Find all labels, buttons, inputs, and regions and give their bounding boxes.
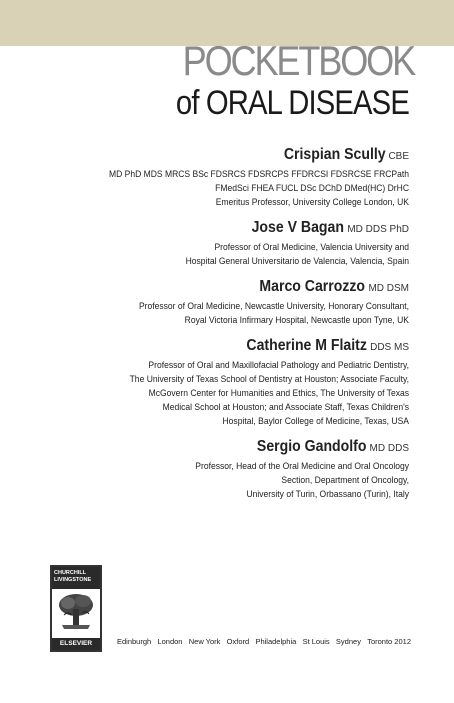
tree-icon: [56, 591, 96, 631]
author-name: Jose V Bagan: [251, 219, 345, 236]
author-name: Catherine M Flaitz: [246, 337, 368, 354]
author-affiliation: Hospital, Baylor College of Medicine, Texas, USA: [222, 416, 409, 426]
author-name: Marco Carrozzo: [259, 278, 366, 295]
author-credentials: FMedSci FHEA FUCL DSc DChD DMed(HC) DrHC: [215, 183, 409, 193]
author-block: [29, 145, 409, 209]
author-degrees: MD DSM: [368, 283, 409, 294]
authors-list: [29, 145, 409, 501]
logo-imprint-text: CHURCHILL LIVINGSTONE: [52, 567, 100, 589]
city-label: Oxford: [226, 637, 250, 646]
author-block: [29, 218, 409, 268]
author-affiliation: Section, Department of Oncology,: [281, 475, 409, 485]
author-affiliation: Hospital General Universitario de Valencia, Valencia, Spain: [185, 256, 409, 266]
author-affiliation: University of Turin, Orbassano (Turin), Italy: [246, 489, 409, 499]
author-affiliation: Professor of Oral Medicine, Valencia University and: [214, 242, 409, 252]
city-label: St Louis: [302, 637, 330, 646]
author-name: Crispian Scully: [283, 146, 386, 163]
author-affiliation: Medical School at Houston; and Associate Staff, Texas Children's: [162, 402, 409, 412]
logo-publisher-text: ELSEVIER: [52, 638, 100, 650]
publisher-cities: [117, 637, 411, 646]
author-name: Sergio Gandolfo: [257, 438, 367, 455]
city-label: Philadelphia: [255, 637, 297, 646]
author-block: [29, 277, 409, 327]
author-degrees: DDS MS: [370, 342, 409, 353]
city-label: Sydney: [335, 637, 361, 646]
book-title-sub: of ORAL DISEASE: [175, 84, 409, 122]
author-degrees: CBE: [388, 151, 409, 162]
book-title-main: POCKETBOOK: [182, 37, 414, 84]
author-degrees: MD DDS: [369, 443, 409, 454]
author-affiliation: The University of Texas School of Dentistry at Houston; Associate Faculty,: [129, 374, 409, 384]
author-affiliation: Professor of Oral Medicine, Newcastle University, Honorary Consultant,: [138, 301, 409, 311]
author-affiliation: Professor of Oral and Maxillofacial Pathology and Pediatric Dentistry,: [148, 360, 409, 370]
publication-year: Toronto 2012: [367, 637, 411, 646]
city-label: Edinburgh: [117, 637, 152, 646]
city-label: New York: [188, 637, 221, 646]
author-degrees: MD DDS PhD: [347, 224, 409, 235]
publisher-logo: [50, 565, 102, 652]
author-block: [29, 336, 409, 428]
author-affiliation: Emeritus Professor, University College London, UK: [215, 197, 409, 207]
author-block: [29, 437, 409, 501]
author-affiliation: Professor, Head of the Oral Medicine and Oral Oncology: [195, 461, 409, 471]
author-affiliation: McGovern Center for Humanities and Ethics, The University of Texas: [148, 388, 409, 398]
author-affiliation: Royal Victoria Infirmary Hospital, Newcastle upon Tyne, UK: [184, 315, 409, 325]
author-credentials: MD PhD MDS MRCS BSc FDSRCS FDSRCPS FFDRCSI FDSRCSE FRCPath: [108, 169, 410, 179]
city-label: London: [157, 637, 183, 646]
